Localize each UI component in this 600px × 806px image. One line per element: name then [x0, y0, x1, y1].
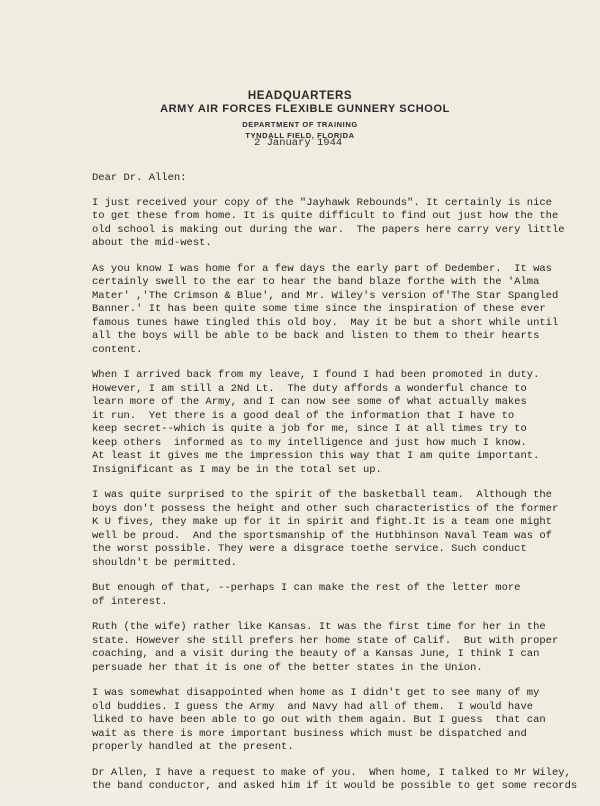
text-line: When I arrived back from my leave, I found I had been promoted in duty. [92, 369, 540, 381]
text-line: K U fives, they make up for it in spirit and fight.It is a team one might [92, 516, 552, 528]
letter-body [92, 172, 578, 806]
text-line: I just received your copy of the "Jayhawk Rebounds". It certainly is nice [92, 196, 552, 209]
text-line: I was somewhat disappointed when home as I didn't get to see many of my [92, 687, 540, 699]
paragraph [92, 582, 562, 609]
text-line: boys don't possess the height and other such characteristics of the former [92, 502, 559, 515]
text-line: about the mid-west. [92, 237, 212, 249]
text-line: the worst possible. They were a disgrace toethe service. Such conduct [92, 543, 527, 555]
text-line: As you know I was home for a few days the early part of Dedember. It was [92, 262, 552, 275]
text-line: certainly swell to the ear to hear the band blaze forthe with the 'Alma [92, 276, 540, 288]
letterhead-school-name: ARMY AIR FORCES FLEXIBLE GUNNERY SCHOOL [160, 103, 450, 115]
text-line: well be proud. And the sportsmanship of the Hutbhinson Naval Team was of [92, 529, 552, 542]
letterhead [0, 90, 600, 141]
letter-date: 2 January 1944 [254, 137, 343, 149]
text-line: it run. Yet there is a good deal of the information that I have to [92, 409, 515, 422]
text-line: learn more of the Army, and I can now see some of what actually makes [92, 396, 527, 408]
text-line: Banner.' It has been quite some time since the inspiration of these ever [92, 303, 546, 315]
text-line: However, I am still a 2Nd Lt. The duty affords a wonderful chance to [92, 382, 527, 395]
letterhead-location: TYNDALL FIELD, FLORIDA [245, 131, 355, 140]
paragraph [92, 196, 565, 251]
text-line: famous tunes hawe tingled this old boy. May it be but a short while until [92, 316, 559, 329]
paragraph [92, 766, 578, 794]
paragraph [92, 369, 562, 477]
text-line: keep others informed as to my intelligence and just how much I know. [92, 436, 527, 449]
text-line: coaching, and a visit during the beauty of a Kansas June, I think I can [92, 648, 540, 660]
text-line: old school is making out during the war. The papers here carry very little [92, 223, 565, 236]
letter-paragraphs [92, 196, 578, 794]
text-line: keep secret--which is quite a job for me, since I at all times try to [92, 423, 527, 435]
paragraph [92, 687, 562, 755]
text-line: state. However she still prefers her home state of Calif. But with proper [92, 634, 559, 647]
text-line: At least it gives me the impression this way that I am quite important. [92, 450, 540, 462]
text-line: content. [92, 343, 143, 356]
text-line: I was quite surprised to the spirit of the basketball team. Although the [92, 489, 552, 501]
text-line: Ruth (the wife) rather like Kansas. It was the first time for her in the [92, 621, 546, 633]
text-line: But enough of that, --perhaps I can make the rest of the letter more [92, 582, 521, 594]
text-line: persuade her that it is one of the better states in the Union. [92, 661, 483, 674]
letterhead-headquarters: HEADQUARTERS [247, 90, 353, 102]
text-line: properly handled at the present. [92, 741, 294, 753]
text-line: Insignificant as I may be in the total set up. [92, 463, 382, 476]
text-line: Mater' ,'The Crimson & Blue', and Mr. Wiley's version of'The Star Spangled [92, 289, 559, 302]
paragraph [92, 489, 562, 570]
paragraph [92, 621, 562, 675]
text-line: shouldn't be permitted. [92, 556, 237, 569]
text-line: to get these from home. It is quite difficult to find out just how the the [92, 210, 559, 222]
text-line: Dr Allen, I have a request to make of you. When home, I talked to Mr Wiley, [92, 766, 571, 779]
text-line: the band conductor, and asked him if it would be possible to get some records [92, 780, 578, 792]
salutation: Dear Dr. Allen: [92, 172, 187, 184]
letterhead-department: DEPARTMENT OF TRAINING [242, 120, 358, 129]
text-line: all the boys will be able to be back and listen to them to their hearts [92, 330, 540, 342]
text-line: liked to have been able to go out with them again. But I guess that can [92, 714, 546, 726]
text-line: of interest. [92, 595, 168, 608]
paragraph [92, 263, 562, 358]
text-line: old buddies. I guess the Army and Navy had all of them. I would have [92, 700, 534, 713]
text-line: wait as there is more important business which must be dispatched and [92, 727, 527, 740]
